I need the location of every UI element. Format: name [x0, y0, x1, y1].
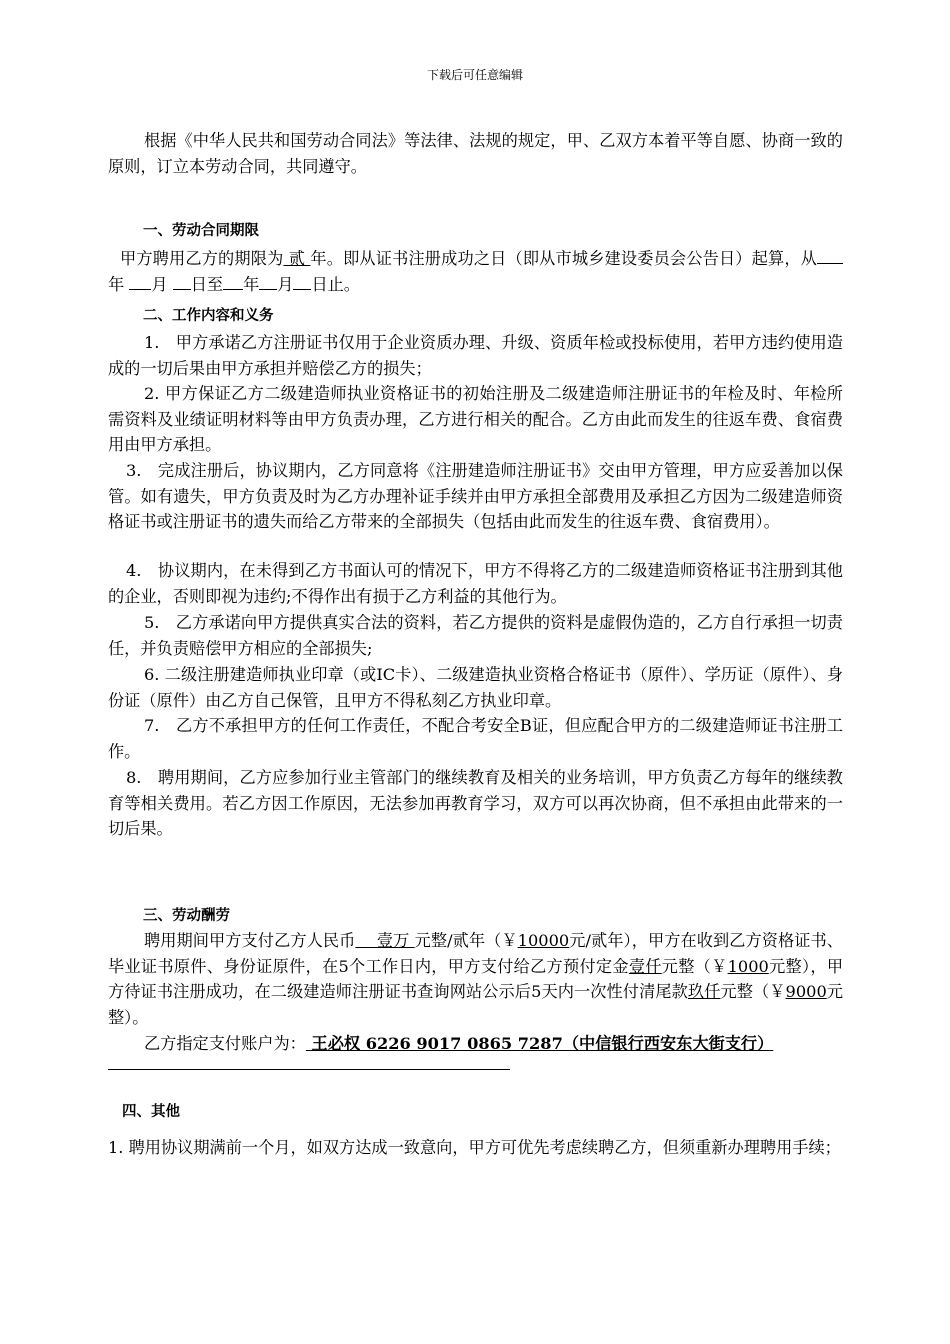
section-2-item-6: 6. 二级注册建造师执业印章（或IC卡）、二级建造执业资格合格证书（原件）、学历证（原件）、身份证（原件）由乙方自己保管，且甲方不得私刻乙方执业印章。 — [108, 665, 843, 710]
from-day-blank — [173, 272, 191, 290]
deposit-num: 1000 — [727, 956, 769, 976]
from-year-blank — [817, 246, 843, 264]
deposit-cn: 壹仟 — [628, 956, 662, 976]
section-2-item-1: 1. 甲方承诺乙方注册证书仅用于企业资质办理、升级、资质年检或投标使用，若甲方违约使用造成的一切后果由甲方承担并赔偿乙方的损失； — [108, 333, 843, 378]
to-month-blank — [259, 272, 277, 290]
section-2-item-8: 8. 聘用期间，乙方应参加行业主管部门的继续教育及相关的业务培训，甲方负责乙方每年的继续教育等相关费用。若乙方因工作原因，无法参加再教育学习，双方可以再次协商，但不承担由此带来的一切后果。 — [108, 768, 843, 839]
intro-paragraph: 根据《中华人民共和国劳动合同法》等法律、法规的规定，甲、乙双方本着平等自愿、协商一致的原则，订立本劳动合同，共同遵守。 — [108, 131, 843, 176]
section-4-item-1: 1. 聘用协议期满前一个月，如双方达成一致意向，甲方可优先考虑续聘乙方，但须重新办理聘用手续； — [108, 1138, 841, 1157]
payment-account-line — [108, 1031, 843, 1057]
section-2-item-5: 5. 乙方承诺向甲方提供真实合法的资料，若乙方提供的资料是虚假伪造的，乙方自行承担一切责任，并负责赔偿甲方相应的全部损失; — [108, 613, 843, 658]
section-3-title: 三、劳动酬劳 — [143, 908, 230, 924]
final-cn: 玖仟 — [687, 982, 721, 1002]
account-underline — [108, 1069, 510, 1070]
page-header-note: 下载后可任意编辑 — [426, 68, 523, 82]
amount-num: 10000 — [517, 931, 570, 950]
final-num: 9000 — [785, 982, 827, 1002]
section-1-paragraph: 甲方聘用乙方的期限为 贰 年。即从证书注册成功之日（即从市城乡建设委员会公告日）起算，从年 月 日至 年 月 日止。 — [108, 246, 843, 297]
from-month-blank — [129, 272, 151, 290]
section-1-title: 一、劳动合同期限 — [143, 223, 259, 239]
section-2-item-2: 2. 甲方保证乙方二级建造师执业资格证书的初始注册及二级建造师注册证书的年检及时、年检所需资料及业绩证明材料等由甲方负责办理，乙方进行相关的配合。乙方由此而发生的往返车费、食宿费用由甲方承担。 — [108, 384, 843, 455]
amount-cn: 壹万 — [355, 931, 415, 950]
to-year-blank — [223, 272, 243, 290]
to-day-blank — [293, 272, 311, 290]
section-3-paragraph: 聘用期间甲方支付乙方人民币 壹万 元整/贰年（￥10000元/贰年），甲方在收到乙方资格证书、毕业证书原件、身份证原件，在5个工作日内，甲方支付给乙方预付定金壹仟元整（￥1000元整），甲方待证书注册成功，在二级建造师注册证书查询网站公示后5天内一次性付清尾款玖仟元整（￥9000元整）。 — [108, 931, 844, 1027]
section-2-item-3: 3. 完成注册后，协议期内，乙方同意将《注册建造师注册证书》交由甲方管理，甲方应妥善加以保管。如有遗失，甲方负责及时为乙方办理补证手续并由甲方承担全部费用及承担乙方因为二级建造师资格证书或注册证书的遗失而给乙方带来的全部损失（包括由此而发生的往返车费、食宿费用）。 — [108, 461, 843, 532]
section-4-title: 四、其他 — [122, 1104, 180, 1120]
section-2-item-7: 7. 乙方不承担甲方的任何工作责任，不配合考安全B证，但应配合甲方的二级建造师证书注册工作。 — [108, 716, 843, 761]
account-value: 王必权 6226 9017 0865 7287（中信银行西安东大街支行） — [305, 1034, 774, 1053]
term-value: 贰 — [283, 249, 311, 268]
account-label: 乙方指定支付账户为： — [144, 1034, 306, 1053]
section-2-title: 二、工作内容和义务 — [143, 308, 274, 324]
section-2-item-4: 4. 协议期内，在未得到乙方书面认可的情况下，甲方不得将乙方的二级建造师资格证书注册到其他的企业，否则即视为违约;不得作出有损于乙方利益的其他行为。 — [108, 561, 843, 606]
